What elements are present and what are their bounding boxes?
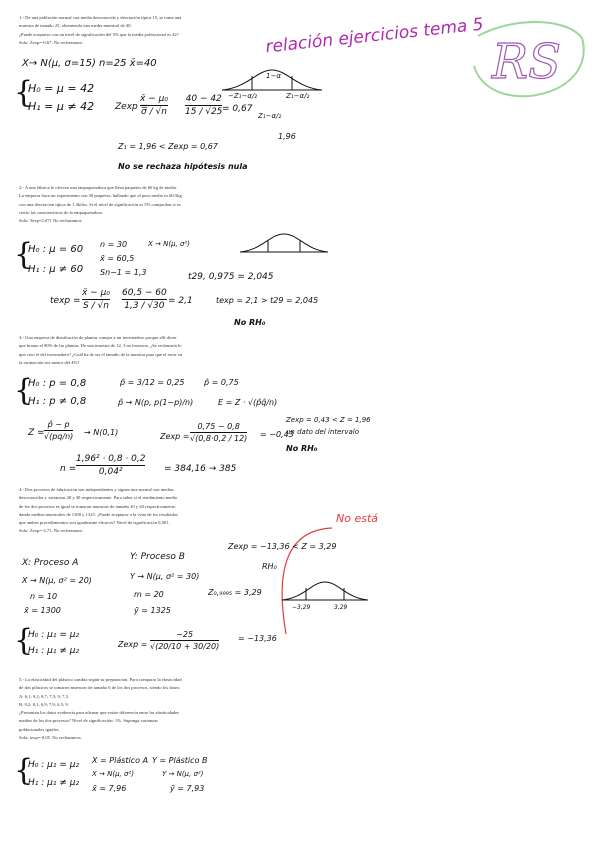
p1-h1: H₁ = μ ≠ 42 [28,100,95,113]
p2-texp-calc: 60,5 − 60 1,3 / √30 [122,288,167,311]
p3-note1: Zexp = 0,43 < Z = 1,96 [286,416,371,424]
p4-x-label: X: Proceso A [22,558,79,568]
p4-brace: { [14,623,34,658]
p1-brace: { [14,75,34,110]
p2-xbar: x̄ = 60,5 [100,254,135,263]
p2-h0: H₀ : μ = 60 [28,244,84,255]
p5-y-mean: ȳ = 7,93 [170,784,205,793]
p3-error: E = Z · √(p̂q̂/n) [218,398,278,407]
p4-h1: H₁ : μ₁ ≠ μ₂ [28,646,80,656]
page-title: relación ejercicios tema 5 [264,14,485,58]
problem-3-statement: 3.- Una empresa de distribución de plantas compra a un invernadero porque allí dicen que brotan el 80% de las plantas. De una muestra de 12, 3 no brotaron. ¿Se rechazaría lo que creo el del invernadero? ¿Cuál ha de ser el tamaño de la muestra para que el error en la estimación sea menor del 4%? [19,335,182,365]
p4-y-mean: ȳ = 1325 [134,606,171,615]
p2-texp-formula: x̄ − μ₀ S / √n [82,288,110,311]
p4-x-dist: X → N(μ, σ² = 20) [22,576,92,585]
p5-h0: H₀ : μ₁ = μ₂ [28,760,80,770]
p5-x-dist: X → N(μ, σ²) [92,770,134,778]
p5-h1: H₁ : μ₁ ≠ μ₂ [28,778,80,788]
p5-y-dist: Y → N(μ, σ²) [162,770,204,778]
p1-ztab: Z₁−α/₂ [258,112,282,120]
p5-y-label: Y = Plástico B [152,756,208,765]
p4-annotation2: Zexp = −13,36 < Z = 3,29 [228,542,337,551]
p4-curve-right: 3,29 [334,604,348,611]
p5-x-mean: x̄ = 7,96 [92,784,127,793]
p4-normal-curve [282,580,368,606]
p1-region: Z₁ = 1,96 < Zexp = 0,67 [118,142,218,151]
p2-texp-label: texp = [50,296,81,306]
problem-1-statement: 1.- De una población normal con media desconocida y desviación típica 15, se toma una muestra de tamaño 25, obteniendo una media muestral de 40. ¿Puede aceptarse con un nivel de significación del 5% que la media poblacional es 42? Solu: Zexp=-0,67. No rechazamos. [19,15,182,45]
p4-y-n: m = 20 [134,590,164,599]
p3-zexp-calc: 0,75 − 0,8 √(0,8·0,2 / 12) [190,422,248,443]
p2-normal-curve [240,232,328,258]
p1-setup: X→ N(μ, σ=15) n=25 x̄=40 [22,58,157,69]
p4-zexp-result: = −13,36 [238,634,277,643]
p4-z-tab: Z₀,₉₉₉₅ = 3,29 [208,588,262,597]
p1-zexp-label: Zexp = [115,102,149,112]
p3-h1: H₁ : p ≠ 0,8 [28,396,87,407]
p3-z-label: Z = [28,428,45,438]
p5-brace: { [14,753,34,788]
p2-result: = 2,1 [168,296,193,306]
p4-y-label: Y: Proceso B [130,552,185,562]
p1-zexp-formula: x̄ − μ₀ σ / √n [140,94,168,117]
p3-n-label: n = [60,464,77,474]
p3-note3: No RH₀ [286,444,318,453]
svg-text:RS: RS [492,34,562,90]
p3-z-formula: p̂ − p √(pq/n) [44,420,74,441]
p3-zexp-label: Zexp = [160,432,190,441]
p2-s: Sn−1 = 1,3 [100,268,147,277]
p1-value: 1,96 [278,132,296,141]
p4-x-n: n = 10 [30,592,58,601]
initials-logo [470,16,590,98]
p1-curve-right: Z₁−α/₂ [286,92,310,100]
problem-5-statement: 5.- La elasticidad del plástico cambia según su preparación. Para comparar la elasticidad de dos plásticos se tomaron muestras de tamaño 6 de los dos procesos, siendo los datos: A: 6,1; 9,2; 8,7; 7,5; 9; 7,3. B: 9,2; 8,1; 6,9; 7,9; 6,5; 9. ¿Presentan los datos evidencia para afirmar que existe diferencia entre las elasticidades medias de los dos procesos? Nivel de significación: 1%. Suponga varianzas poblacionales iguales. Solu: texp=-0,05. No rechazamos. [19,677,182,741]
p1-curve-left: −Z₁−α/₂ [228,92,258,100]
p3-n-result: = 384,16 → 385 [164,464,237,474]
p3-zexp-result: = −0,43 [260,430,294,439]
p4-curve-left: −3,29 [292,604,311,611]
p4-zexp-label: Zexp = [118,640,148,649]
p3-approx: p̂ → N(p, p(1−p)/n) [118,398,194,407]
p2-conclusion: No RH₀ [234,318,266,327]
p4-annotation: No está [336,512,379,525]
p2-h1: H₁ : μ ≠ 60 [28,264,84,275]
p5-x-label: X = Plástico A [92,756,149,765]
p4-y-dist: Y → N(μ, σ² = 30) [130,572,200,581]
p1-conclusion: No se rechaza hipótesis nula [118,162,248,171]
p2-brace: { [14,237,34,272]
p4-h0: H₀ : μ₁ = μ₂ [28,630,80,640]
p2-model: X → N(μ, σ²) [148,240,190,248]
p3-z-dist: → N(0,1) [84,428,119,437]
p4-annotation3: RH₀ [262,562,277,571]
p3-phat: p̂ = 3/12 = 0,25 [120,378,185,387]
p3-h0: H₀ : p = 0,8 [28,378,87,389]
p3-n-formula: 1,96² · 0,8 · 0,2 0,04² [76,454,146,477]
p3-note2: un dato del intervalo [286,428,359,436]
p1-result: = 0,67 [222,104,253,114]
p1-h0: H₀ = μ = 42 [28,82,95,95]
p1-curve-mid: 1−α [266,72,281,80]
p2-compare: texp = 2,1 > t29 = 2,045 [216,296,319,305]
p2-n: n = 30 [100,240,128,249]
problem-2-statement: 2.- A una fábrica le ofrecen una empaquetadora que llena paquetes de 60 kg de media. La empresa hace un experimento con 30 paquetes, hallando que el peso medio es 60,5kg con una desviación típica de 1,3kilos. Si el nivel de significación es 5% comprobar si es cierto las características de la empaquetadora. Solu: Texp=2,071 No rechazamos. [19,185,182,224]
p3-p2: p̂ = 0,75 [204,378,239,387]
problem-4-statement: 4.- Dos procesos de fabricación son independientes y siguen una normal con medias desconocidas y varianzas 20 y 30 respectivamente. Para saber si el rendimiento medio de los dos procesos es igual se tomaron muestras de tamaño 10 y 20 respectivamente, dando medias muestrales de 1300 y 1325. ¿Puede aceptarse a la vista de los resultados que ambos procedimientos son igualmente eficaces? Nivel de significación 0,001. Solu: Zexp=-2,71. No rechazamos. [19,487,178,534]
p4-zexp-calc: −25 √(20/10 + 30/20) [150,630,220,651]
p1-zexp-calc: 40 − 42 15 / √25 [185,94,223,117]
p2-t-tab: t29, 0,975 = 2,045 [188,272,274,282]
p3-brace: { [14,373,34,408]
p4-x-mean: x̄ = 1300 [24,606,61,615]
